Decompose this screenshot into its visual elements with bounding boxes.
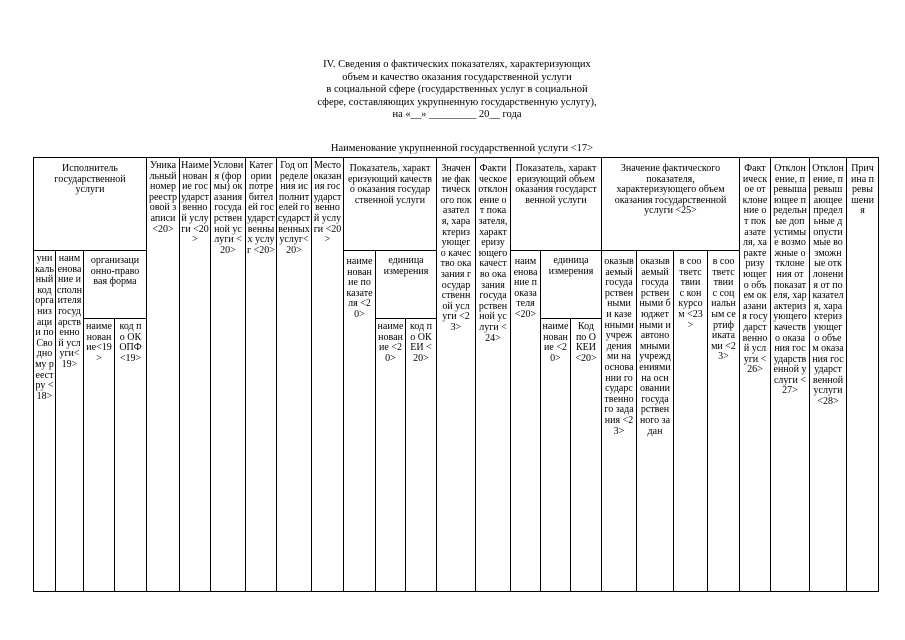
okopf-code-header: код по ОКОПФ<19>: [114, 318, 147, 592]
executor-name-header: наименование исполнителя государственной услуги<19>: [55, 250, 84, 592]
quality-unit-name-header: наименование <20>: [375, 318, 406, 592]
volume-unit-header: единица измерения: [540, 250, 602, 319]
place-header: Место оказания государственной услуги <20>: [311, 157, 344, 592]
volume-fact-competition-header: в соответствии с конкурсом <23>: [673, 250, 708, 592]
quality-indicator-name-header: наименование показателя <20>: [343, 250, 376, 592]
volume-fact-state-task-header: оказываемый государственными и казенными учреждениями на основании государственного задания <23>: [601, 250, 637, 592]
volume-deviation-header: Фактическое отклонение от показателя, характеризующего объем оказания государственной услуги <26>: [739, 157, 771, 592]
volume-fact-budget-header: оказываемый государственными бюджетными и автономными учреждениями на основании государственного задан: [636, 250, 674, 592]
volume-fact-header: Значение фактического показателя, характеризующего объем оказания государственной услуги <25>: [601, 157, 740, 251]
volume-unit-name-header: наименование <20>: [540, 318, 571, 592]
quality-indicator-header: Показатель, характеризующий качество оказания государственной услуги: [343, 157, 437, 251]
service-name-line: Наименование укрупненной государственной услуги <17>: [330, 143, 594, 154]
quality-okei-header: код по ОКЕИ <20>: [405, 318, 437, 592]
quality-fact-header: Значение фактического показателя, характеризующего качество оказания государственной услуги <23>: [436, 157, 476, 592]
executor-header: Исполнитель государственной услуги: [33, 157, 147, 251]
reason-header: Причина превышения: [846, 157, 879, 592]
quality-unit-header: единица измерения: [375, 250, 437, 319]
volume-fact-certificate-header: в соответствии с социальным сертификатами <23>: [707, 250, 740, 592]
consumers-header: Категории потребителей государственных услуг <20>: [245, 157, 277, 592]
legal-form-name-header: наименование<19>: [83, 318, 115, 592]
heading-line-4: сфере, составляющих укрупненную государственную услугу),: [317, 96, 597, 108]
unique-code-header: уникальный код организации по Сводному реестру <18>: [33, 250, 56, 592]
service-name-header: Наименование государственной услуги <20>: [179, 157, 211, 592]
volume-okei-header: Код по ОКЕИ <20>: [570, 318, 602, 592]
allowed-quality-deviation-header: Отклонение, превышающее предельные допустимые возможные отклонения от показателя, характеризующего качество оказания государственной услуги <27>: [770, 157, 810, 592]
registry-number-header: Уникальный номер реестровой записи <20>: [146, 157, 180, 592]
volume-indicator-header: Показатель, характеризующий объем оказания государственной услуги: [510, 157, 602, 251]
allowed-volume-deviation-header: Отклонение, превышающее предельные допустимые возможные отклонения от показателя, характеризующего объем оказания государственной услуги <28>: [809, 157, 847, 592]
year-header: Год определения исполнителей государственных услуг<20>: [276, 157, 312, 592]
volume-indicator-name-header: наименование показателя <20>: [510, 250, 541, 592]
heading-line-1: IV. Сведения о фактических показателях, характеризующих: [323, 59, 591, 70]
conditions-header: Условия (формы) оказания государственной услуги <20>: [210, 157, 246, 592]
heading-line-3: в социальной сфере (государственных услуг в социальной: [326, 84, 588, 96]
legal-form-header: организационно-правовая форма: [83, 250, 147, 319]
quality-deviation-header: Фактическое отклонение от показателя, характеризующего качество оказания государственной услуги <24>: [475, 157, 511, 592]
heading-line-2: объем и качество оказания государственной услуги: [342, 71, 572, 83]
heading-line-5: на «__» _________ 20__ года: [392, 109, 522, 121]
section-heading: [252, 59, 662, 122]
